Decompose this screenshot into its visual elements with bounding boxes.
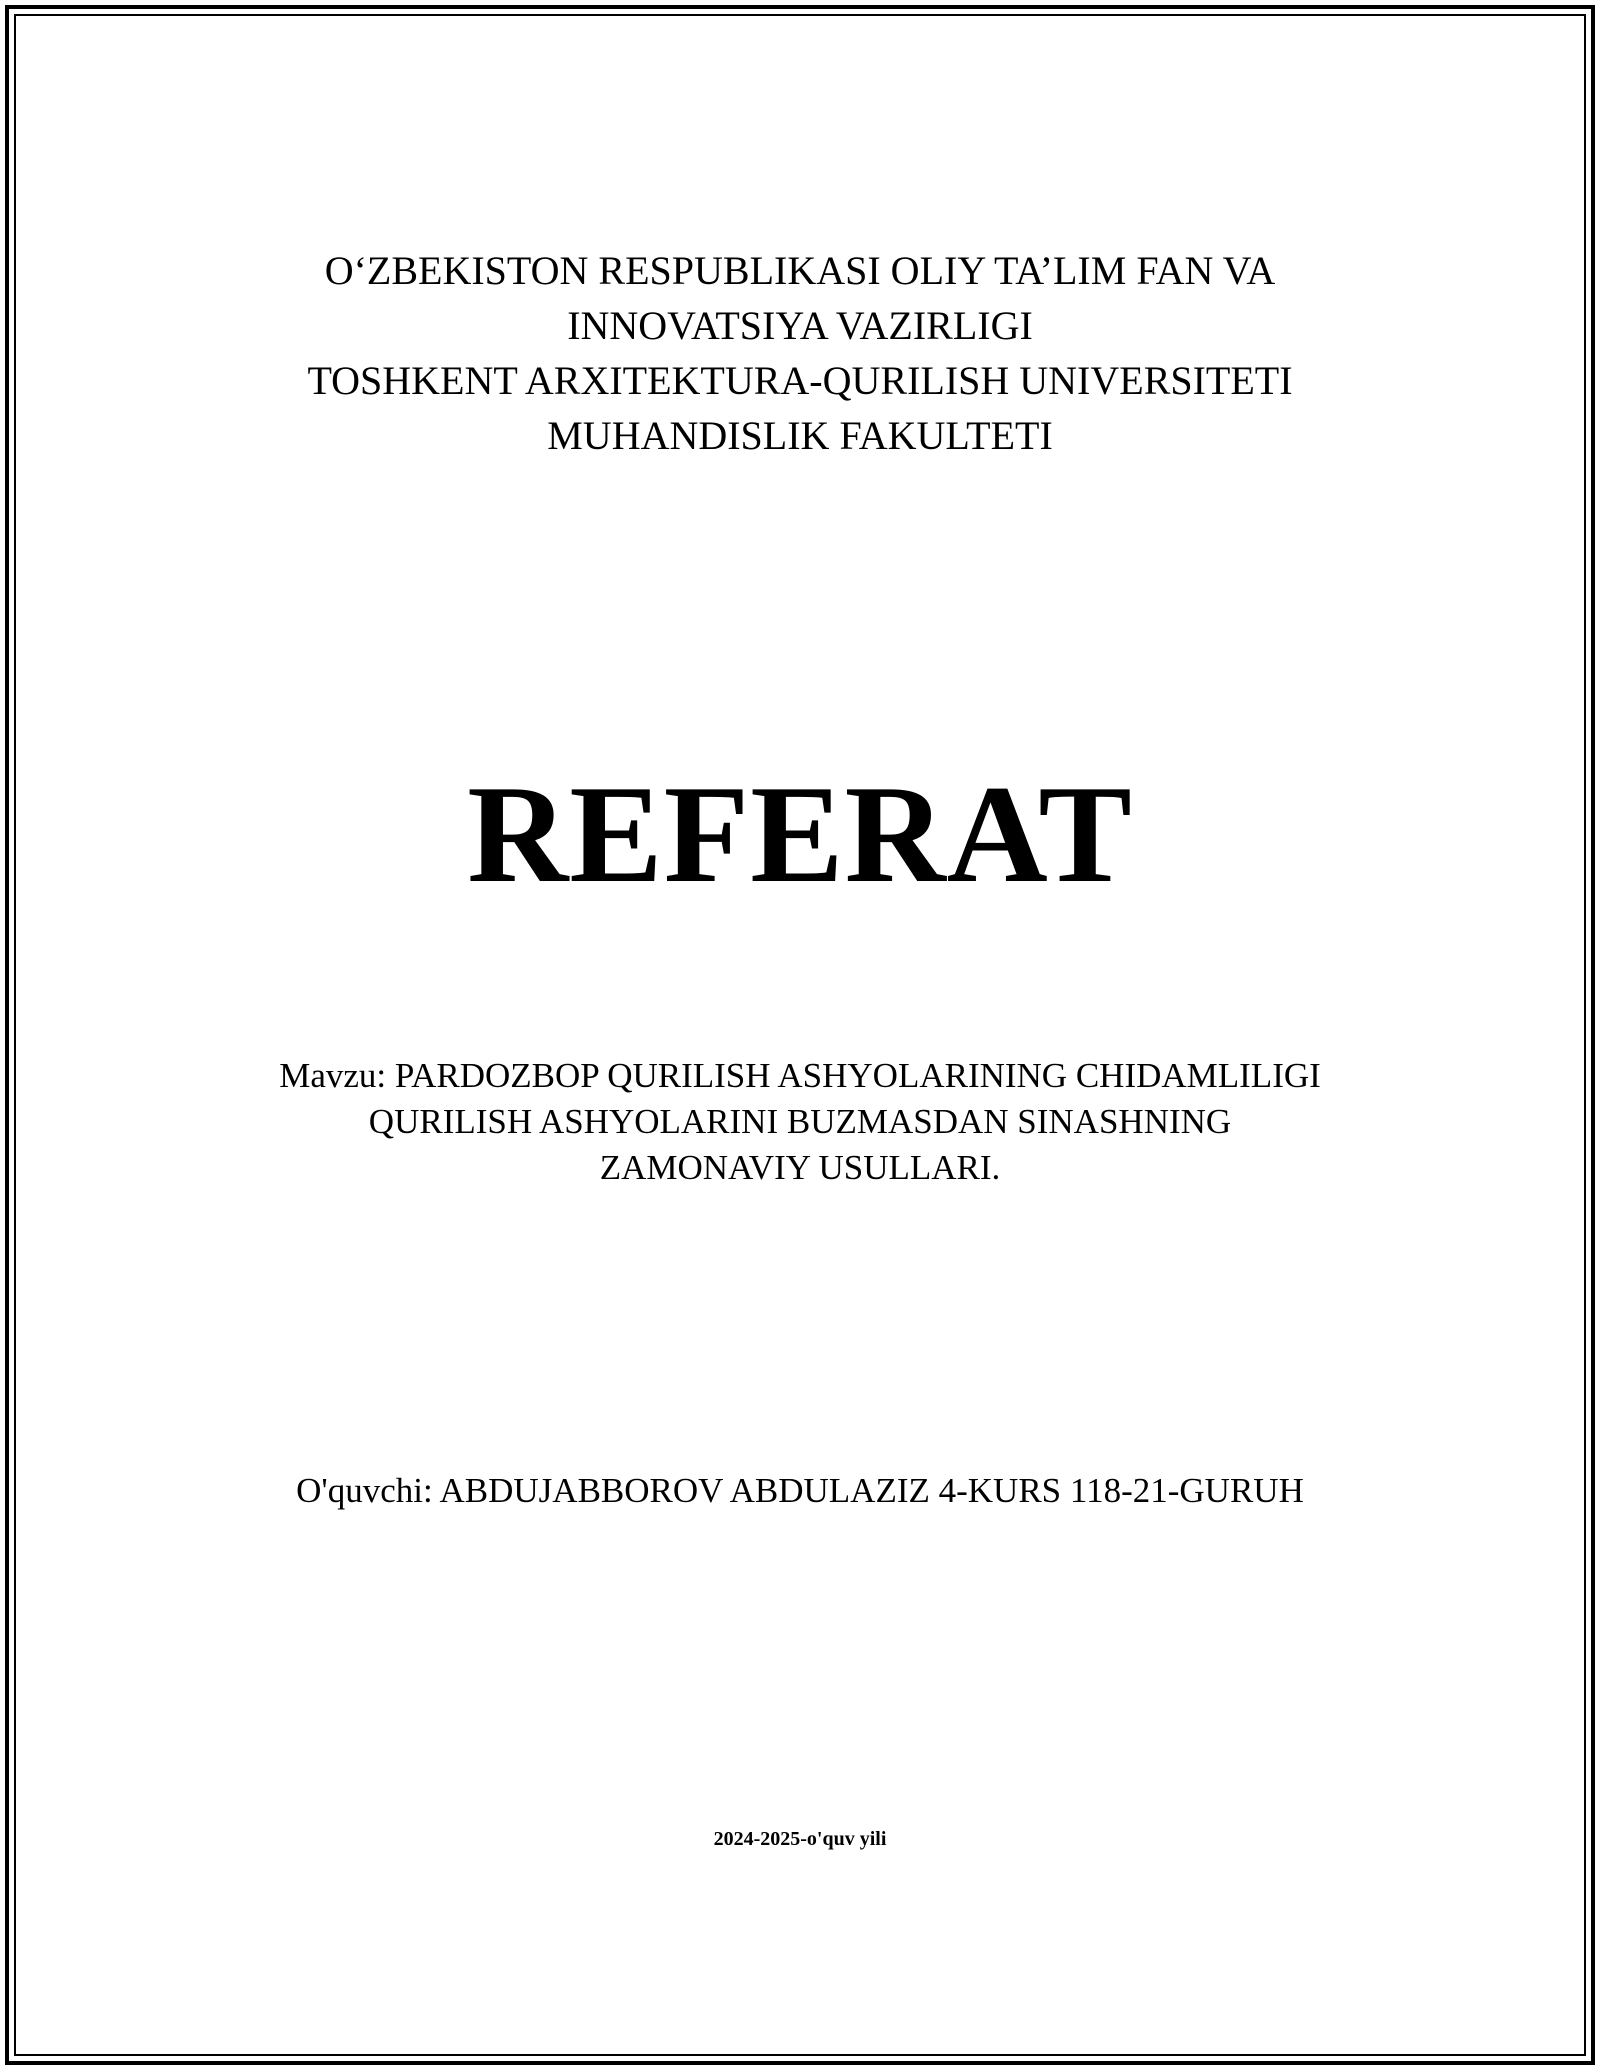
document-title: REFERAT xyxy=(467,757,1133,912)
header-line-4: MUHANDISLIK FAKULTETI xyxy=(547,413,1053,458)
header-line-1: O‘ZBEKISTON RESPUBLIKASI OLIY TA’LIM FAN VA xyxy=(324,248,1276,293)
topic-line-3: ZAMONAVIY USULLARI. xyxy=(599,1148,1001,1187)
academic-year: 2024-2025-o'quv yili xyxy=(713,1828,887,1850)
topic-line-1: Mavzu: PARDOZBOP QURILISH ASHYOLARINING CHIDAMLILIGI xyxy=(279,1056,1321,1095)
student-info: O'quvchi: ABDUJABBOROV ABDULAZIZ 4-KURS 118-21-GURUH xyxy=(296,1471,1304,1510)
header-line-3: TOSHKENT ARXITEKTURA-QURILISH UNIVERSITETI xyxy=(307,358,1293,403)
institution-header xyxy=(0,243,1600,463)
topic-block xyxy=(0,1053,1600,1191)
topic-line-2: QURILISH ASHYOLARINI BUZMASDAN SINASHNING xyxy=(368,1102,1232,1141)
header-line-2: INNOVATSIYA VAZIRLIGI xyxy=(567,303,1033,348)
